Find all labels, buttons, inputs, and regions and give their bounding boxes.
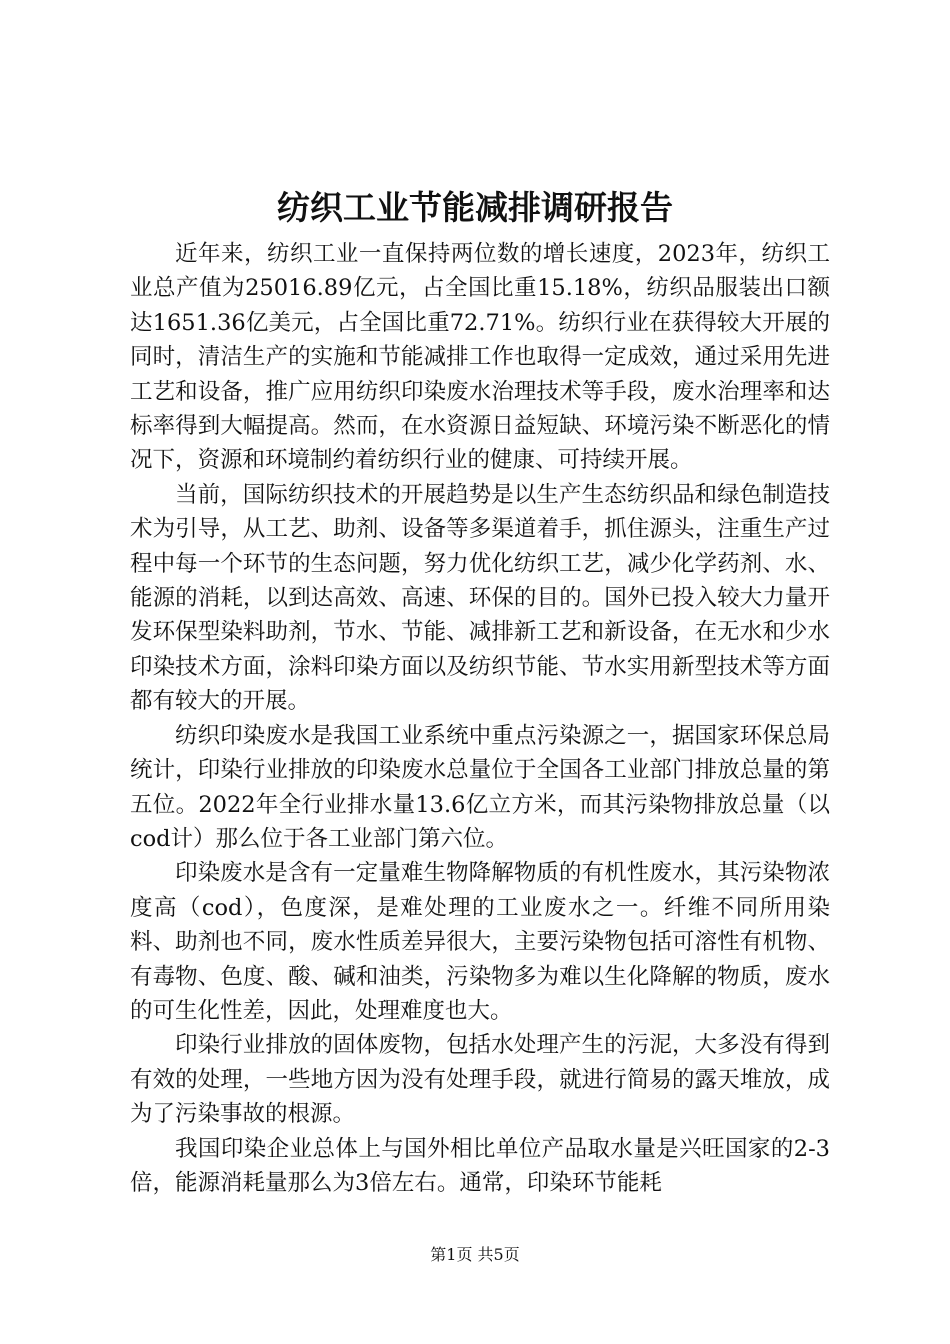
paragraph: 我国印染企业总体上与国外相比单位产品取水量是兴旺国家的2-3倍，能源消耗量那么为3倍左右。通常，印染环节能耗: [130, 1135, 830, 1196]
paragraph: 纺织印染废水是我国工业系统中重点污染源之一，据国家环保总局统计，印染行业排放的印染废水总量位于全国各工业部门排放总量的第五位。2022年全行业排水量13.6亿立方米，而其污染物排放总量（以cod计）那么位于各工业部门第六位。: [130, 722, 830, 852]
document-title: 纺织工业节能减排调研报告: [277, 188, 673, 227]
page-footer: 第1页 共5页: [430, 1245, 520, 1264]
document-body: [130, 237, 830, 1200]
paragraph: 印染废水是含有一定量难生物降解物质的有机性废水，其污染物浓度高（cod），色度深，是难处理的工业废水之一。纤维不同所用染料、助剂也不同，废水性质差异很大，主要污染物包括可溶性有机物、有毒物、色度、酸、碱和油类，污染物多为难以生化降解的物质，废水的可生化性差，因此，处理难度也大。: [130, 860, 830, 1024]
paragraph: 印染行业排放的固体废物，包括水处理产生的污泥，大多没有得到有效的处理，一些地方因为没有处理手段，就进行简易的露天堆放，成为了污染事故的根源。: [130, 1032, 830, 1128]
paragraph: 当前，国际纺织技术的开展趋势是以生产生态纺织品和绿色制造技术为引导，从工艺、助剂、设备等多渠道着手，抓住源头，注重生产过程中每一个环节的生态问题，努力优化纺织工艺，减少化学药剂、水、能源的消耗，以到达高效、高速、环保的目的。国外已投入较大力量开发环保型染料助剂，节水、节能、减排新工艺和新设备，在无水和少水印染技术方面，涂料印染方面以及纺织节能、节水实用新型技术等方面都有较大的开展。: [130, 481, 830, 715]
paragraph: 近年来，纺织工业一直保持两位数的增长速度，2023年，纺织工业总产值为25016.89亿元，占全国比重15.18%，纺织品服装出口额达1651.36亿美元，占全国比重72.71%。纺织行业在获得较大开展的同时，清洁生产的实施和节能减排工作也取得一定成效，通过采用先进工艺和设备，推广应用纺织印染废水治理技术等手段，废水治理率和达标率得到大幅提高。然而，在水资源日益短缺、环境污染不断恶化的情况下，资源和环境制约着纺织行业的健康、可持续开展。: [130, 241, 830, 474]
